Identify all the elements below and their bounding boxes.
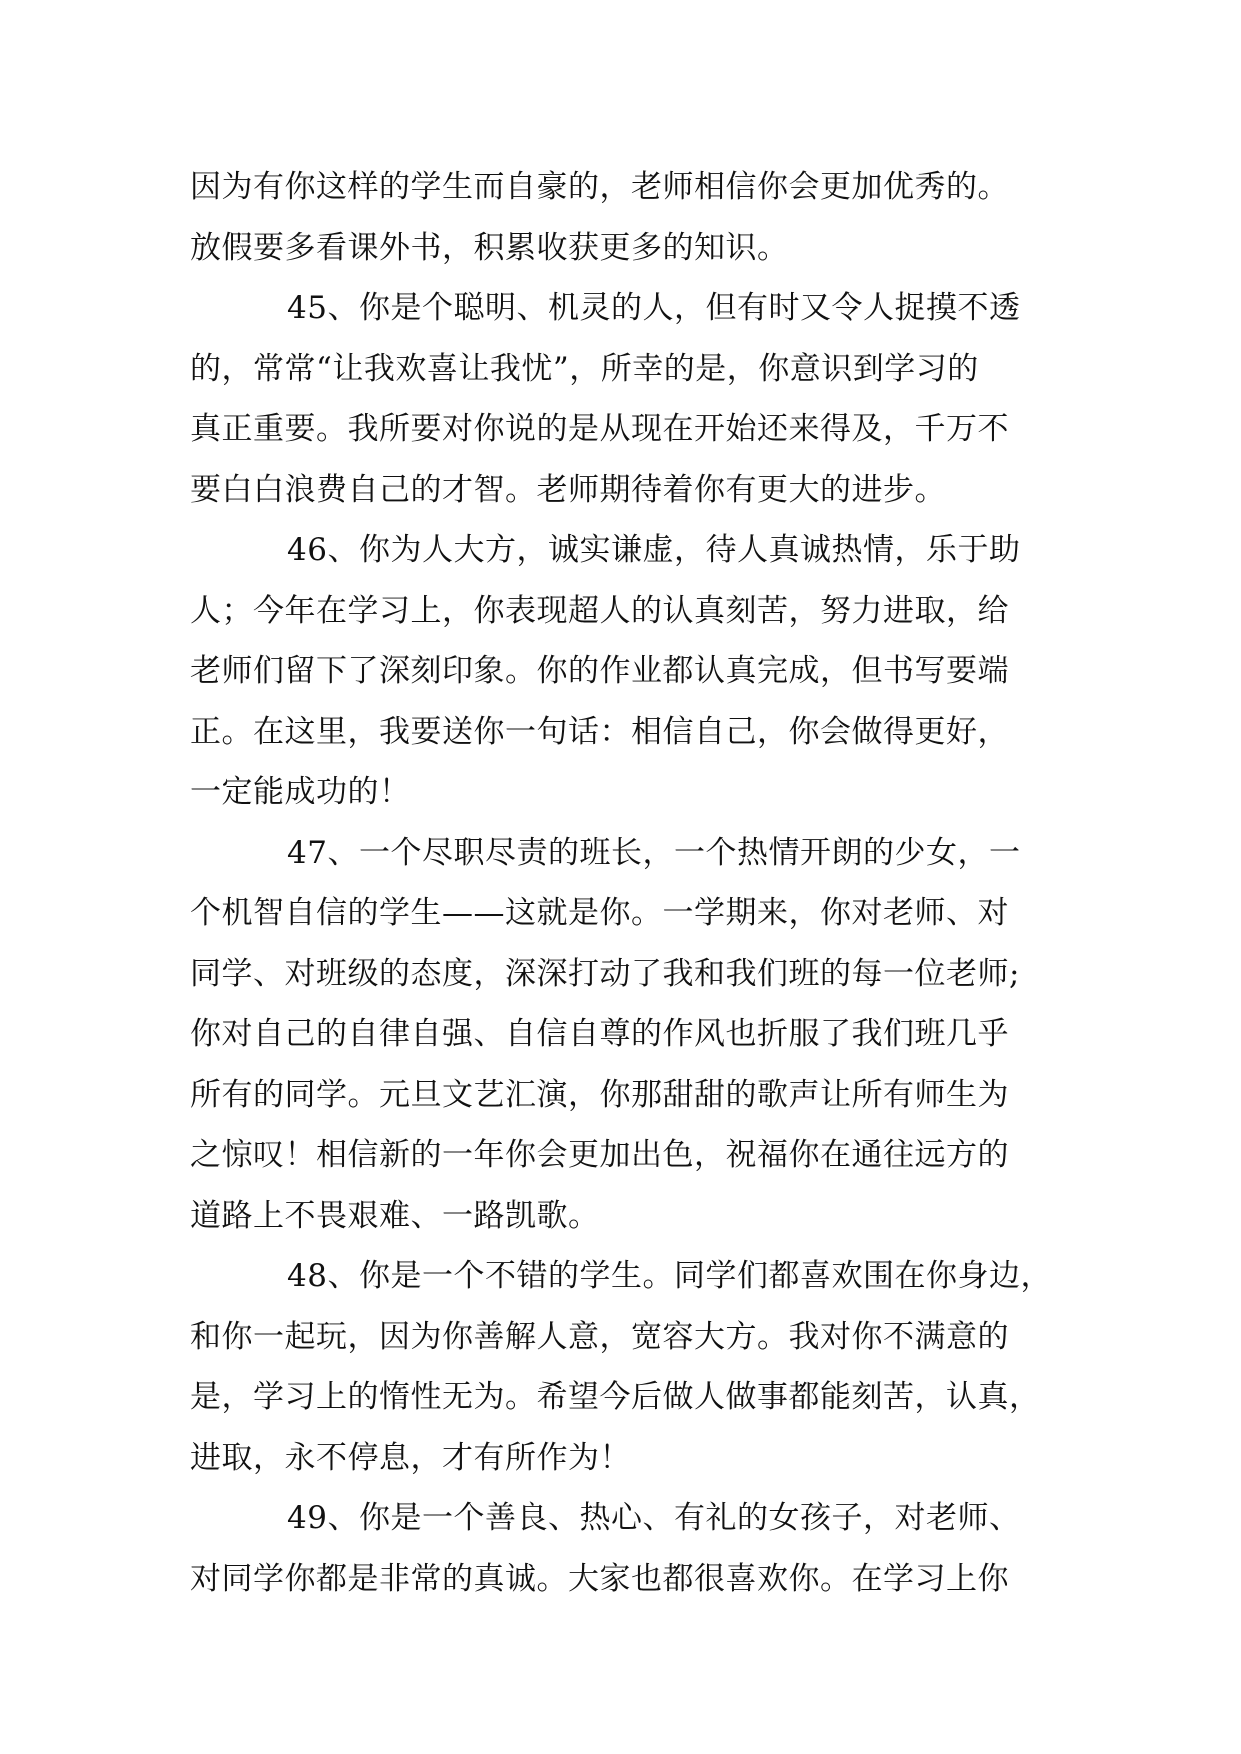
- text-line: 因为有你这样的学生而自豪的，老师相信你会更加优秀的。: [190, 169, 1009, 205]
- text-line: 人；今年在学习上，你表现超人的认真刻苦，努力进取，给: [190, 592, 1009, 629]
- text-line: 49、你是一个善良、热心、有礼的女孩子，对老师、: [287, 1500, 1021, 1536]
- text-line: 真正重要。我所要对你说的是从现在开始还来得及，千万不: [190, 411, 1009, 447]
- document-body: [190, 157, 1056, 1609]
- text-line: 47、一个尽职尽责的班长，一个热情开朗的少女，一: [287, 834, 1021, 871]
- text-line: 的，常常“让我欢喜让我忧”，所幸的是，你意识到学习的: [190, 350, 979, 387]
- text-line: 一定能成功的！: [190, 774, 411, 810]
- paragraph-continuation: [190, 157, 1056, 278]
- paragraph-46: [190, 520, 1056, 823]
- text-line: 正。在这里，我要送你一句话：相信自己，你会做得更好，: [190, 713, 1009, 750]
- text-line: 道路上不畏艰难、一路凯歌。: [190, 1197, 600, 1234]
- text-line: 和你一起玩，因为你善解人意，宽容大方。我对你不满意的: [190, 1318, 1009, 1355]
- text-line: 48、你是一个不错的学生。同学们都喜欢围在你身边，: [287, 1258, 1052, 1294]
- text-line: 个机智自信的学生——这就是你。一学期来，你对老师、对: [190, 895, 1009, 931]
- text-line: 46、你为人大方，诚实谦虚，待人真诚热情，乐于助: [287, 532, 1021, 568]
- text-line: 放假要多看课外书，积累收获更多的知识。: [190, 229, 789, 266]
- text-line: 进取，永不停息，才有所作为！: [190, 1439, 631, 1476]
- text-line: 你对自己的自律自强、自信自尊的作风也折服了我们班几乎: [190, 1016, 1009, 1052]
- text-line: 所有的同学。元旦文艺汇演，你那甜甜的歌声让所有师生为: [190, 1076, 1009, 1113]
- text-line: 之惊叹！相信新的一年你会更加出色，祝福你在通往远方的: [190, 1137, 1009, 1173]
- paragraph-49: [190, 1488, 1056, 1609]
- text-line: 要白白浪费自己的才智。老师期待着你有更大的进步。: [190, 471, 946, 508]
- text-line: 对同学你都是非常的真诚。大家也都很喜欢你。在学习上你: [190, 1560, 1009, 1597]
- text-line: 老师们留下了深刻印象。你的作业都认真完成，但书写要端: [190, 653, 1009, 689]
- paragraph-48: [190, 1246, 1056, 1488]
- text-line: 是，学习上的惰性无为。希望今后做人做事都能刻苦，认真，: [190, 1379, 1041, 1415]
- text-line: 45、你是个聪明、机灵的人，但有时又令人捉摸不透: [287, 290, 1021, 326]
- text-line: 同学、对班级的态度，深深打动了我和我们班的每一位老师;: [190, 955, 1020, 992]
- paragraph-45: [190, 278, 1056, 520]
- paragraph-47: [190, 823, 1056, 1247]
